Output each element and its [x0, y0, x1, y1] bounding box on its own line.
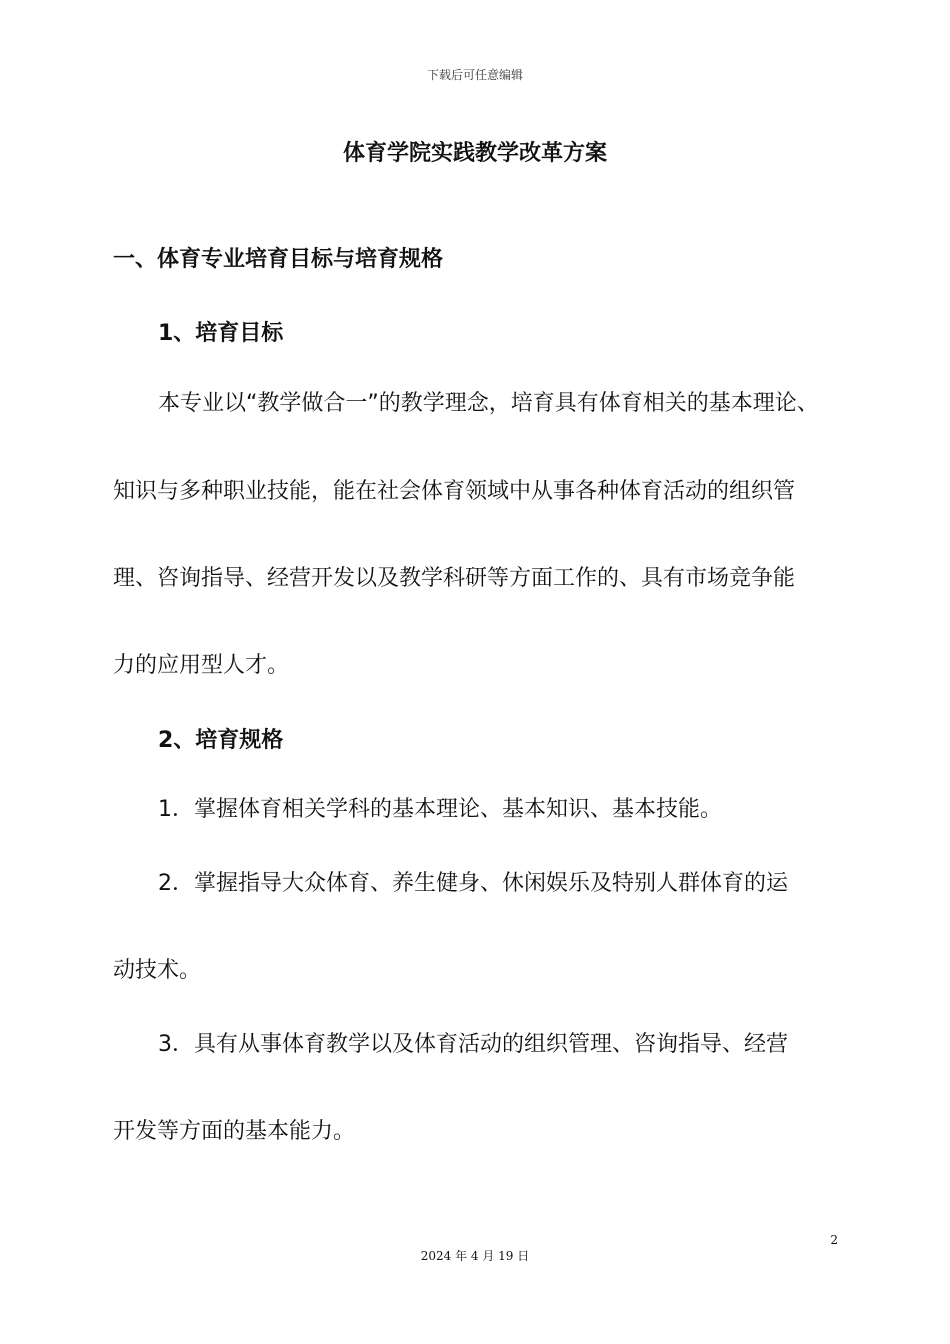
section-heading: 一、体育专业培育目标与培育规格	[113, 247, 444, 272]
document-title: 体育学院实践教学改革方案	[342, 141, 607, 166]
subsection-heading-goals: 1、培育目标	[158, 321, 284, 346]
page-number: 2	[830, 1233, 838, 1247]
list-item-line: 动技术。	[113, 958, 202, 983]
subsection-heading-specs: 2、培育规格	[158, 728, 284, 753]
footer-date: 2024 年 4 月 19 日	[420, 1249, 530, 1263]
paragraph-line: 知识与多种职业技能，能在社会体育领域中从事各种体育活动的组织管	[113, 479, 796, 504]
list-item-line: 3．具有从事体育教学以及体育活动的组织管理、咨询指导、经营	[158, 1032, 788, 1057]
paragraph-line: 本专业以“教学做合一”的教学理念，培育具有体育相关的基本理论、	[158, 391, 819, 416]
list-item-line: 开发等方面的基本能力。	[113, 1119, 356, 1144]
paragraph-line: 力的应用型人才。	[113, 653, 290, 678]
paragraph-line: 理、咨询指导、经营开发以及教学科研等方面工作的、具有市场竞争能	[113, 566, 796, 591]
list-item-line: 2．掌握指导大众体育、养生健身、休闲娱乐及特别人群体育的运	[158, 871, 788, 896]
header-note: 下载后可任意编辑	[426, 68, 523, 82]
list-item-line: 1．掌握体育相关学科的基本理论、基本知识、基本技能。	[158, 797, 722, 822]
